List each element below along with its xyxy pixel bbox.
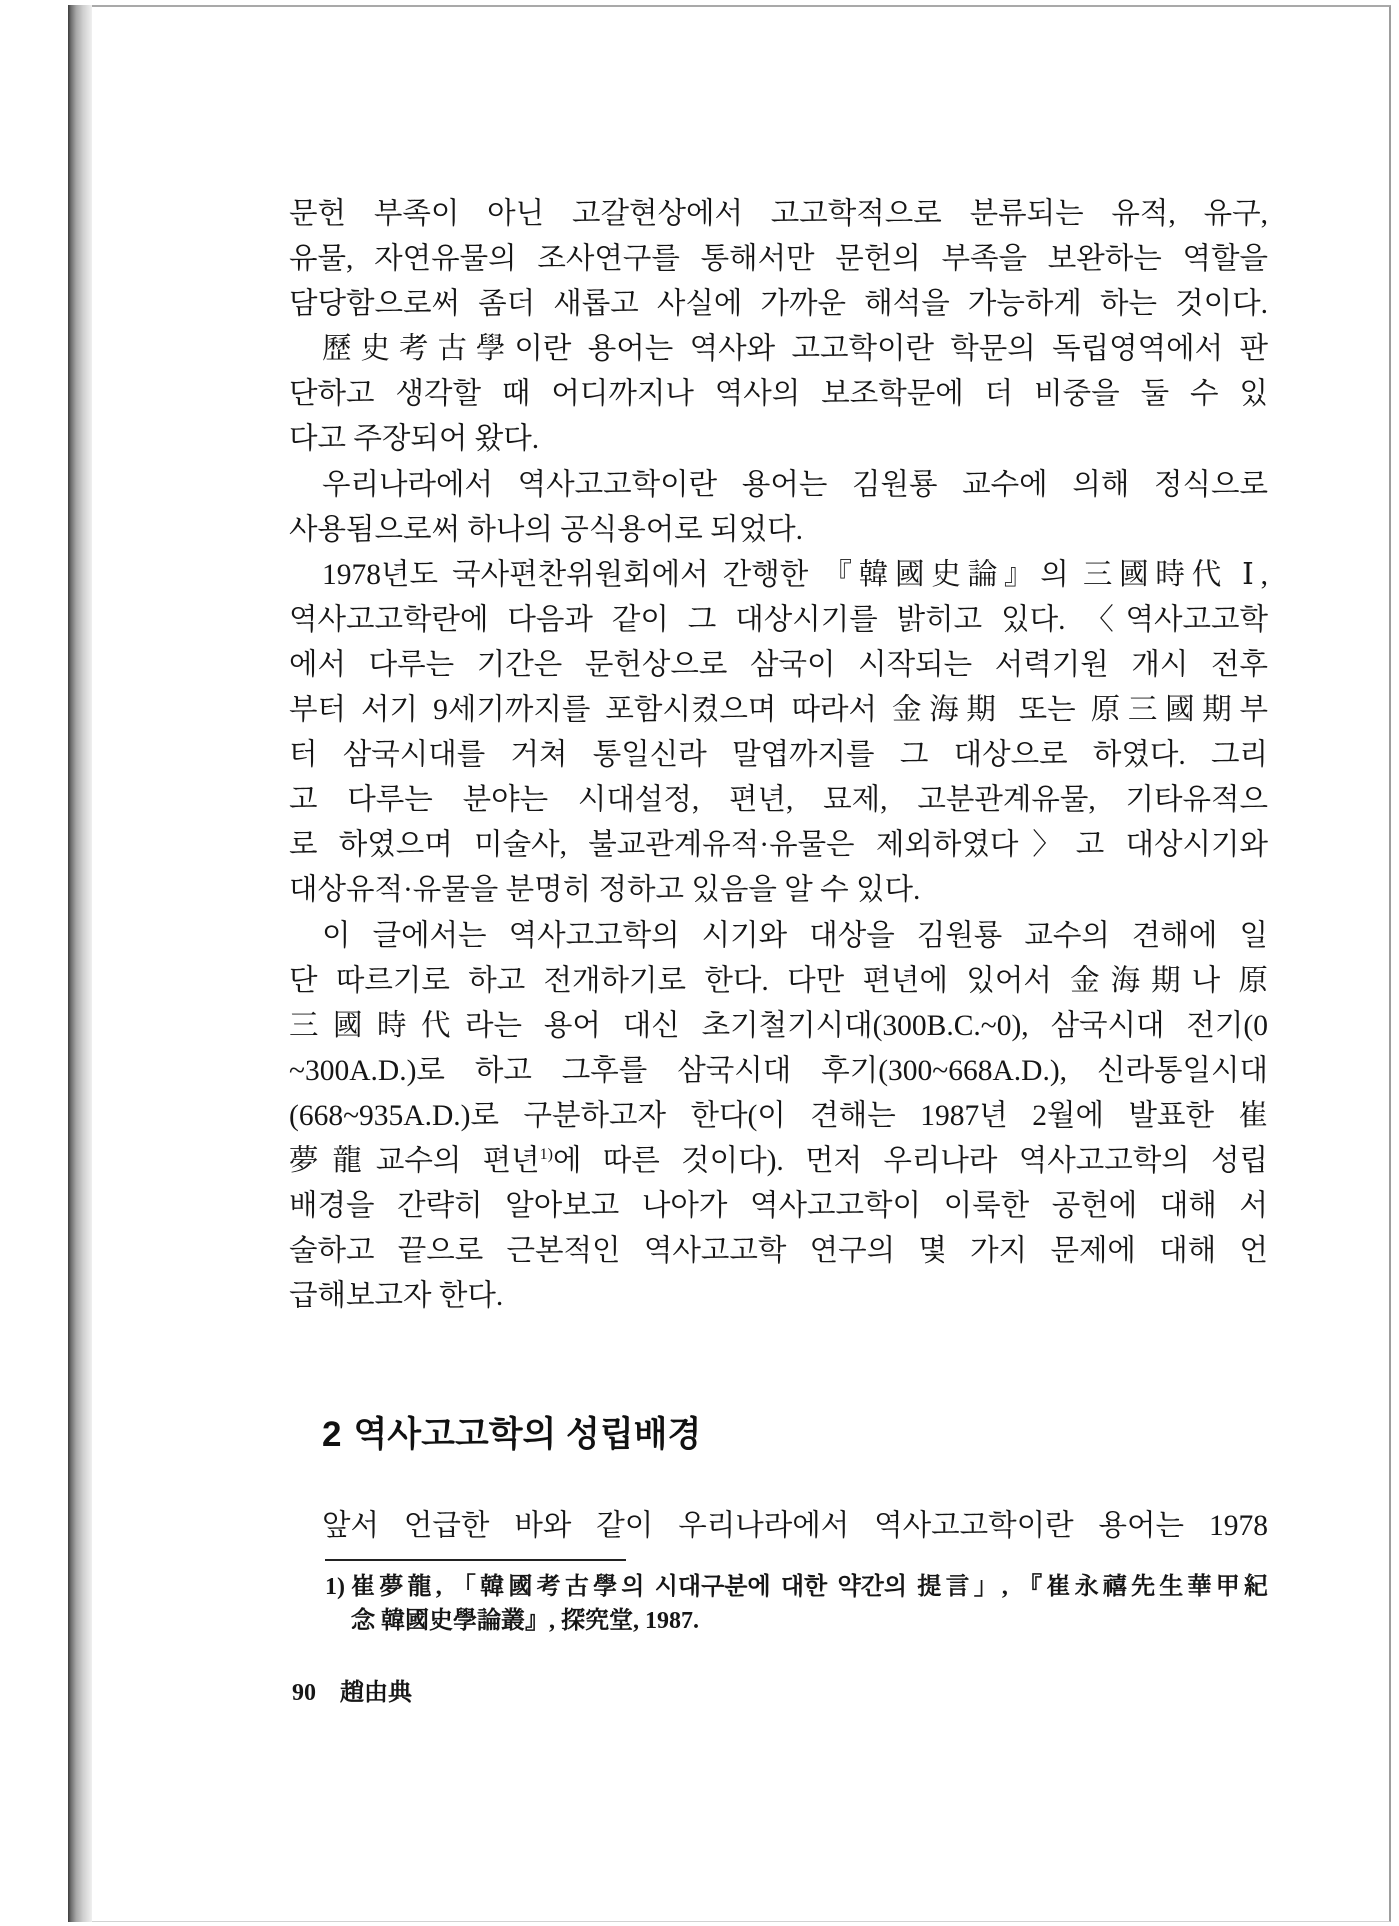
footnote-marker: 1) [325, 1574, 345, 1600]
body-line: 단하고 생각할 때 어디까지나 역사의 보조학문에 더 비중을 둘 수 있 [289, 378, 1268, 411]
body-line: 三國時代라는 용어 대신 초기철기시대(300B.C.~0), 삼국시대 전기(0 [289, 1009, 1268, 1042]
footnote-rule [325, 1559, 626, 1561]
body-line: 유물, 자연유물의 조사연구를 통해서만 문헌의 부족을 보완하는 역할을 [289, 243, 1268, 276]
footnote [325, 1570, 1268, 1638]
footnote-reference: 1) [539, 1145, 553, 1163]
body-line: 배경을 간략히 알아보고 나아가 역사고고학이 이룩한 공헌에 대해 서 [289, 1190, 1268, 1223]
body-line: 급해보고자 한다. [289, 1280, 504, 1313]
body-line: 로 하였으며 미술사, 불교관계유적·유물은 제외하였다〉고 대상시기와 [289, 829, 1268, 862]
body-line: 다고 주장되어 왔다. [289, 423, 540, 456]
body-line [289, 1139, 1268, 1184]
page-number: 90 [292, 1680, 316, 1706]
section-title: 역사고고학의 성립배경 [353, 1415, 702, 1454]
paragraph [289, 192, 1268, 327]
footnote-line: 念 韓國史學論叢』, 探究堂, 1987. [351, 1608, 699, 1634]
body-line: 술하고 끝으로 근본적인 역사고고학 연구의 몇 가지 문제에 대해 언 [289, 1235, 1268, 1268]
body-line: 앞서 언급한 바와 같이 우리나라에서 역사고고학이란 용어는 1978 [322, 1510, 1268, 1542]
body-line: 부터 서기 9세기까지를 포함시켰으며 따라서 金海期 또는 原三國期부 [289, 694, 1268, 727]
body-line: 우리나라에서 역사고고학이란 용어는 김원룡 교수에 의해 정식으로 [322, 468, 1268, 501]
body-text [289, 192, 1268, 1319]
body-line: 역사고고학란에 다음과 같이 그 대상시기를 밝히고 있다. 〈역사고고학 [289, 603, 1268, 636]
paragraph [289, 327, 1268, 462]
footnote-line: 崔夢龍, 「韓國考古學의 시대구분에 대한 약간의 提言」, 『崔永禧先生華甲紀 [351, 1574, 1268, 1600]
section-body [289, 1504, 1268, 1549]
body-line-segment: 夢龍교수의 편년 [289, 1144, 540, 1177]
body-line: 대상유적·유물을 분명히 정하고 있음을 알 수 있다. [289, 874, 921, 907]
body-line: 사용됨으로써 하나의 공식용어로 되었다. [289, 513, 803, 546]
paragraph [289, 914, 1268, 1320]
body-line: (668~935A.D.)로 구분하고자 한다(이 견해는 1987년 2월에 발표한 崔 [289, 1099, 1268, 1132]
body-line: 터 삼국시대를 거쳐 통일신라 말엽까지를 그 대상으로 하였다. 그리 [289, 739, 1268, 772]
body-line: ~300A.D.)로 하고 그후를 삼국시대 후기(300~668A.D.), 신라통일시대 [289, 1054, 1268, 1087]
body-line: 단 따르기로 하고 전개하기로 한다. 다만 편년에 있어서 金海期나 原 [289, 964, 1268, 997]
body-line: 1978년도 국사편찬위원회에서 간행한 『韓國史論』의 三國時代 Ⅰ, [322, 558, 1268, 591]
section-number: 2 [322, 1415, 342, 1454]
body-line: 에서 다루는 기간은 문헌상으로 삼국이 시작되는 서력기원 개시 전후 [289, 648, 1268, 681]
book-spine-edge [68, 5, 92, 1922]
body-line: 담당함으로써 좀더 새롭고 사실에 가까운 해석을 가능하게 하는 것이다. [289, 288, 1268, 321]
body-line-segment: 에 따른 것이다). 먼저 우리나라 역사고고학의 성립 [553, 1144, 1268, 1177]
section-heading [322, 1410, 701, 1460]
body-line: 이 글에서는 역사고고학의 시기와 대상을 김원룡 교수의 견해에 일 [322, 919, 1268, 952]
running-footer-author: 趙由典 [340, 1680, 412, 1706]
body-line: 고 다루는 분야는 시대설정, 편년, 묘제, 고분관계유물, 기타유적으 [289, 784, 1268, 817]
paragraph [289, 463, 1268, 553]
body-line: 문헌 부족이 아닌 고갈현상에서 고고학적으로 분류되는 유적, 유구, [289, 198, 1268, 230]
paragraph [289, 553, 1268, 914]
body-line: 歷史考古學이란 용어는 역사와 고고학이란 학문의 독립영역에서 판 [322, 333, 1268, 366]
